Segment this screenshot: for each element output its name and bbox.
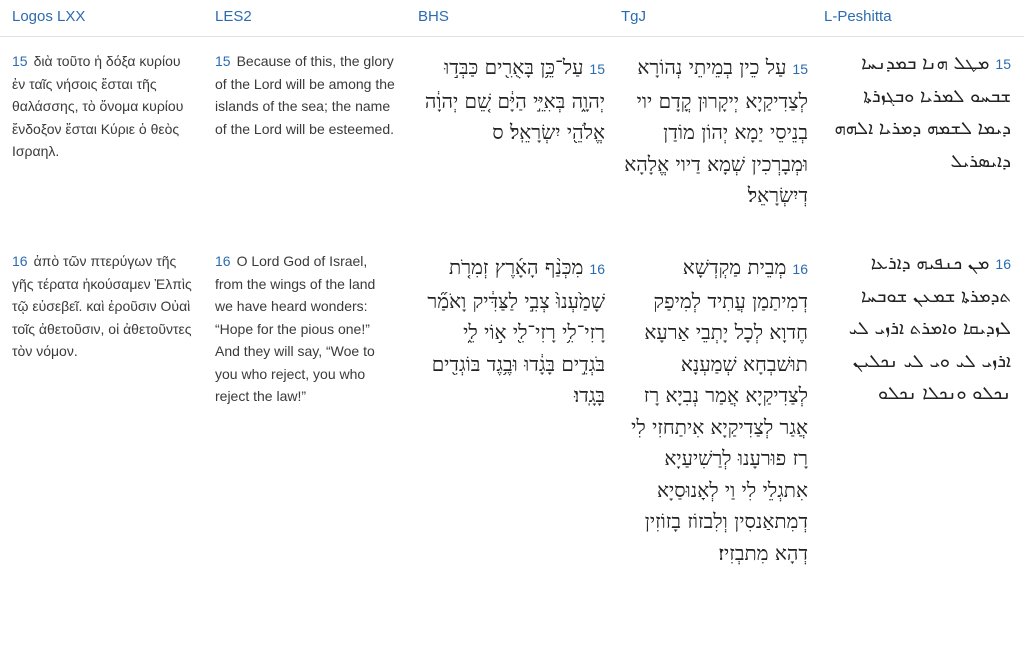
verse-number[interactable]: 15 <box>792 61 808 77</box>
tgj-text: עַל כֵין בְמֵיתֵי נְהוֹרָא לְצַדִיקַיָא יְיקָרוּן קֳדָם יוי בְנֵיסֵי יַמָא יְהוֹן מוֹדַן וּמְבָרְכִין שְׁמָא דַיוי אֱלָהָא דְיִשְׂרָאֵל׃ <box>624 55 808 207</box>
verse-number[interactable]: 15 <box>589 61 605 77</box>
peshitta-text: ܡܛܠ ܗܢܐ ܒܡܕܢܚܐ ܫܒܚܘ ܠܡܪܝܐ ܘܒܓܙܪܬܐ ܕܝܡܐ ܠܫܡܗ ܕܡܪܝܐ ܐܠܗܗ ܕܐܝܣܪܝܠ <box>834 53 1011 172</box>
verse-number[interactable]: 15 <box>12 53 28 69</box>
tgj-verse-16 <box>623 252 808 569</box>
verse-number[interactable]: 16 <box>792 261 808 277</box>
verse-number[interactable]: 16 <box>995 256 1011 272</box>
lxx-text: διὰ τοῦτο ἡ δόξα κυρίου ἐν ταῖς νήσοις ἔσται τῆς θαλάσσης, τὸ ὄνομα κυρίου ἔνδοξον ἔσται Κύριε ὁ θεὸς Ισραηλ. <box>12 53 184 159</box>
lxx-verse-15 <box>12 50 197 163</box>
verse-number[interactable]: 16 <box>589 261 605 277</box>
bhs-verse-16 <box>420 252 605 412</box>
column-header-row <box>0 0 1024 37</box>
tgj-text: מְבֵית מַקְדְשָׁא דְמִיתַמַן עֲתִיד לְמִיפַק חֶדוָא לְכָל יָתְבֵי אַרעָא תוּשׁבְחָא שְׁמַעְנָא לְצַדִיקַיָא אֲמַר נְבִיָא רָז אֲגַר לְצַדִיקַיָא אִיתַחזִי לִי רָז פוּרעָנוּ לְרַשִׁיעַיָא אִתגְלֵי לִי וַי לְאָנוּסַיָא דְמִתאַנסִין וְלִבזוֹז בָזוֹזִין דְהָא מִתבְזִיז׃ <box>631 255 808 565</box>
column-header-tgj[interactable]: TgJ <box>621 8 647 25</box>
les2-verse-15 <box>215 50 395 140</box>
lxx-verse-16 <box>12 250 197 363</box>
les2-text: O Lord God of Israel, from the wings of the land we have heard wonders: “Hope for the pious one!” And they will say, “Woe to you who reject, you who reject the law!” <box>215 253 376 404</box>
verse-number[interactable]: 16 <box>12 253 28 269</box>
les2-verse-16 <box>215 250 397 408</box>
bhs-text: מִכְּנַ֨ף הָאָ֜רֶץ זְמִרֹ֤ת שָׁמַ֙עְנוּ֙ צְבִ֣י לַצַּדִּ֔יק וָאֹמַ֞ר רָזִי־לִ֥י רָזִי־לִ֖י א֣וֹי לִ֑י בֹּגְדִ֣ים בָּגָ֔דוּ וּבֶ֥גֶד בּוֹגְדִ֖ים בָּגָֽדוּ׃ <box>427 255 605 407</box>
tgj-verse-15 <box>623 52 808 212</box>
column-header-lxx[interactable]: Logos LXX <box>12 8 86 25</box>
column-header-bhs[interactable]: BHS <box>418 8 449 25</box>
column-header-les2[interactable]: LES2 <box>215 8 252 25</box>
verse-number[interactable]: 16 <box>215 253 231 269</box>
peshitta-text: ܡܢ ܟܢܦܝܗ ܕܐܪܥܐ ܬܕܡܪܬܐ ܫܡܥܢ ܫܘܒܚܐ ܠܙܕܝܩܐ ܘܐܡܪܬ ܐܪܙܝ ܠܝ ܐܪܙܝ ܠܝ ܘܝ ܠܝ ܢܟܠܝܢ ܢܟܠܘ ܘܢܟܠܐ ܢܟܠܘ <box>848 253 1011 404</box>
peshitta-verse-15 <box>826 48 1011 178</box>
bhs-verse-15 <box>420 52 605 149</box>
column-header-peshitta[interactable]: L-Peshitta <box>824 8 892 25</box>
lxx-text: ἀπὸ τῶν πτερύγων τῆς γῆς τέρατα ἠκούσαμεν Ἐλπὶς τῷ εὐσεβεῖ. καὶ ἐροῦσιν Οὐαὶ τοῖς ἀθετοῦσιν, οἱ ἀθετοῦντες τὸν νόμον. <box>12 253 192 359</box>
bhs-text: עַל־כֵּ֥ן בָּאֻרִ֖ים כַּבְּד֣וּ יְהוָ֑ה בְּאִיֵּ֣י הַיָּ֔ם שֵׁ֚ם יְהוָ֔ה אֱלֹהֵ֖י יִשְׂרָאֵֽל׃ ס <box>424 55 605 144</box>
les2-text: Because of this, the glory of the Lord will be among the islands of the sea; the name of the Lord will be esteemed. <box>215 53 395 137</box>
peshitta-verse-16 <box>826 248 1011 411</box>
verse-number[interactable]: 15 <box>995 56 1011 72</box>
verse-number[interactable]: 15 <box>215 53 231 69</box>
